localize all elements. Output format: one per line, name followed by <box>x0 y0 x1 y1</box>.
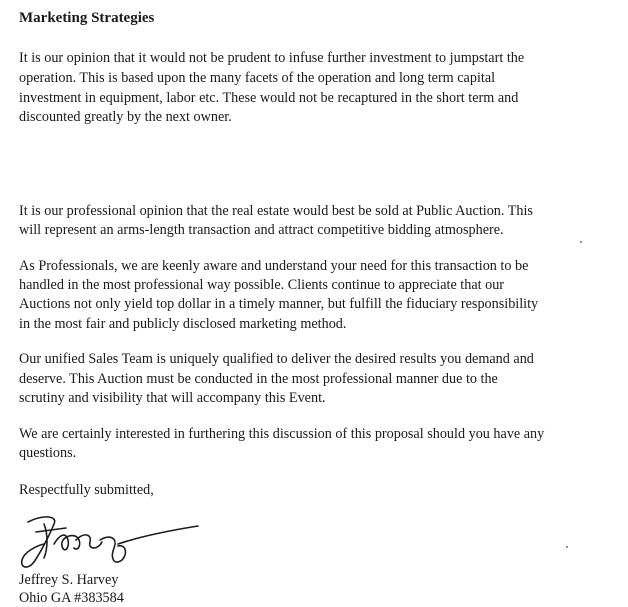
handwritten-signature <box>14 510 204 572</box>
text-line: It is our professional opinion that the real estate would best be sold at Public Auction. This <box>19 203 533 219</box>
text-line: We are certainly interested in furthering this discussion of this proposal should you have any <box>19 426 545 442</box>
section-heading: Marketing Strategies <box>19 10 155 26</box>
signer-license: Ohio GA #383584 <box>19 590 124 606</box>
closing-salutation: Respectfully submitted, <box>19 482 154 498</box>
text-line: questions. <box>19 445 77 461</box>
text-line: handled in the most professional way possible. Clients continue to appreciate that our <box>19 277 505 293</box>
text-line: Auctions not only yield top dollar in a timely manner, but fulfill the fiduciary responsibility <box>19 296 539 312</box>
text-line: operation. This is based upon the many facets of the operation and long term capital <box>19 70 496 86</box>
signer-name: Jeffrey S. Harvey <box>19 572 119 588</box>
text-line: deserve. This Auction must be conducted in the most professional manner due to the <box>19 371 498 387</box>
text-line: investment in equipment, labor etc. These would not be recaptured in the short term and <box>19 90 519 106</box>
text-line: It is our opinion that it would not be prudent to infuse further investment to jumpstart the <box>19 50 525 66</box>
text-line: discounted greatly by the next owner. <box>19 109 232 125</box>
text-line: in the most fair and publicly disclosed marketing method. <box>19 316 347 332</box>
scan-speck <box>566 546 568 548</box>
scan-speck <box>580 241 582 243</box>
text-line: will represent an arms-length transaction and attract competitive bidding atmosphere. <box>19 222 504 238</box>
text-line: Our unified Sales Team is uniquely qualified to deliver the desired results you demand and <box>19 351 534 367</box>
text-line: As Professionals, we are keenly aware and understand your need for this transaction to be <box>19 258 529 274</box>
text-line: scrutiny and visibility that will accompany this Event. <box>19 390 326 406</box>
